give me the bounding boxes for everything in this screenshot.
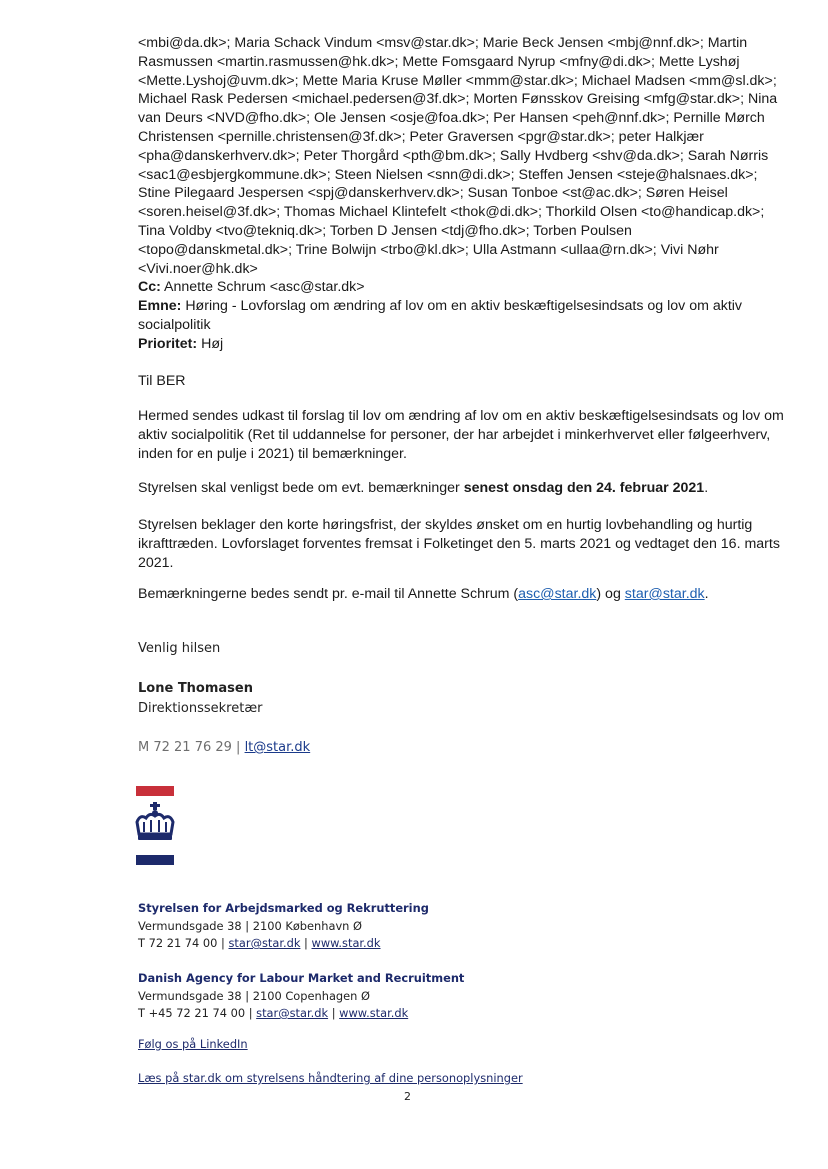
paragraph-2-pre: Styrelsen skal venligst bede om evt. bemærkninger	[138, 480, 464, 496]
paragraph-2-post: .	[704, 480, 709, 496]
signer-email-link[interactable]: lt@star.dk	[244, 740, 311, 755]
paragraph-4-text	[138, 585, 788, 604]
subject-line	[138, 297, 788, 335]
email-link-asc[interactable]: asc@star.dk	[518, 586, 597, 602]
footer-da-name: Styrelsen for Arbejdsmarked og Rekruttering	[138, 901, 429, 915]
footer-da-phone: T 72 21 74 00 |	[138, 936, 229, 950]
email-header	[138, 34, 788, 354]
page-number: 2	[404, 1090, 411, 1103]
footer-da-sep: |	[300, 936, 312, 950]
deadline-text: senest onsdag den 24. februar 2021	[463, 480, 705, 496]
email-link-star[interactable]: star@star.dk	[624, 586, 705, 602]
footer-en-contact	[138, 1005, 464, 1023]
footer-en-email-link[interactable]: star@star.dk	[256, 1006, 329, 1020]
subject-label: Emne:	[138, 298, 182, 315]
footer-linkedin	[138, 1036, 248, 1054]
cc-label: Cc:	[138, 279, 161, 296]
footer-english	[138, 970, 464, 1023]
subject-value: Høring - Lovforslag om ændring af lov om en aktiv beskæftigelsesindsats og lov om aktiv socialpolitik	[138, 298, 743, 333]
footer-danish	[138, 900, 429, 953]
paragraph-4-post: .	[704, 586, 709, 602]
crown-icon	[134, 800, 176, 844]
paragraph-3	[138, 516, 788, 572]
recipients-list: <mbi@da.dk>; Maria Schack Vindum <msv@star.dk>; Marie Beck Jensen <mbj@nnf.dk>; Martin Rasmussen <martin.rasmussen@hk.dk>; Mette Fomsgaard Nyrup <mfny@di.dk>; Mette Lyshøj <Mette.Lyshoj@uvm.dk>; Mette Maria Kruse Møller <mmm@star.dk>; Michael Madsen <mm@sl.dk>; Michael Rask Pedersen <michael.pedersen@3f.dk>; Morten Fønsskov Greising <mfg@star.dk>; Nina van Deurs <NVD@fho.dk>; Ole Jensen <osje@foa.dk>; Per Hansen <peh@nnf.dk>; Pernille Mørch Christensen <pernille.christensen@3f.dk>; Peter Graversen <pgr@star.dk>; peter Halkjær <pha@danskerhverv.dk>; Peter Thorgård <pth@bm.dk>; Sally Hvdberg <shv@da.dk>; Sarah Nørris <sac1@esbjergkommune.dk>; Steen Nielsen <snn@di.dk>; Steffen Jensen <steje@halsnaes.dk>; Stine Pilegaard Jespersen <spj@danskerhverv.dk>; Susan Tonboe <st@ac.dk>; Søren Heisel <soren.heisel@3f.dk>; Thomas Michael Klintefelt <thok@di.dk>; Thorkild Olsen <to@handicap.dk>; Tina Voldby <tvo@tekniq.dk>; Torben D Jensen <tdj@fho.dk>; Torben Poulsen <topo@danskmetal.dk>; Trine Bolwijn <trbo@kl.dk>; Ulla Astmann <ullaa@rn.dk>; Vivi Nøhr <Vivi.noer@hk.dk>	[138, 35, 778, 277]
footer-en-web-link[interactable]: www.star.dk	[339, 1006, 409, 1020]
paragraph-4	[138, 585, 788, 604]
priority-label: Prioritet:	[138, 335, 198, 352]
signer-contact	[138, 740, 310, 755]
footer-en-phone: T +45 72 21 74 00 |	[138, 1006, 257, 1020]
paragraph-1	[138, 407, 788, 463]
greeting-text: Til BER	[138, 373, 186, 389]
footer-privacy	[138, 1070, 523, 1088]
linkedin-link[interactable]: Følg os på LinkedIn	[138, 1037, 248, 1051]
paragraph-4-mid: ) og	[596, 586, 625, 602]
paragraph-2	[138, 479, 788, 498]
cc-line	[138, 278, 788, 297]
cc-value: Annette Schrum <asc@star.dk>	[164, 279, 365, 296]
footer-en-sep: |	[328, 1006, 340, 1020]
closing: Venlig hilsen	[138, 641, 221, 656]
footer-da-web-link[interactable]: www.star.dk	[311, 936, 381, 950]
paragraph-2-text	[138, 479, 788, 498]
footer-en-address: Vermundsgade 38 | 2100 Copenhagen Ø	[138, 988, 370, 1003]
footer-da-contact	[138, 935, 429, 953]
logo-blue-bar	[136, 855, 174, 865]
signer-name: Lone Thomasen	[138, 681, 253, 696]
signer-phone: M 72 21 76 29 |	[138, 740, 245, 755]
paragraph-4-pre: Bemærkningerne bedes sendt pr. e-mail til Annette Schrum (	[138, 586, 519, 602]
paragraph-1-text: Hermed sendes udkast til forslag til lov om ændring af lov om en aktiv beskæftigelsesindsats og lov om aktiv socialpolitik (Ret til uddannelse for personer, der har arbejdet i minkerhvervet eller følgeerhverv, inden for en pulje i 2021) til bemærkninger.	[138, 408, 784, 462]
logo-red-bar	[136, 786, 174, 796]
footer-da-address: Vermundsgade 38 | 2100 København Ø	[138, 918, 362, 933]
paragraph-3-text: Styrelsen beklager den korte høringsfrist, der skyldes ønsket om en hurtig lovbehandling og hurtig ikrafttræden. Lovforslaget forventes fremsat i Folketinget den 5. marts 2021 og vedtaget den 16. marts 2021.	[138, 517, 780, 571]
priority-value: Høj	[201, 335, 224, 352]
privacy-link[interactable]: Læs på star.dk om styrelsens håndtering af dine personoplysninger	[138, 1071, 523, 1085]
priority-line	[138, 335, 788, 354]
footer-en-name: Danish Agency for Labour Market and Recruitment	[138, 971, 465, 985]
signer-title: Direktionssekretær	[138, 701, 263, 716]
footer-da-email-link[interactable]: star@star.dk	[228, 936, 301, 950]
greeting	[138, 372, 788, 391]
